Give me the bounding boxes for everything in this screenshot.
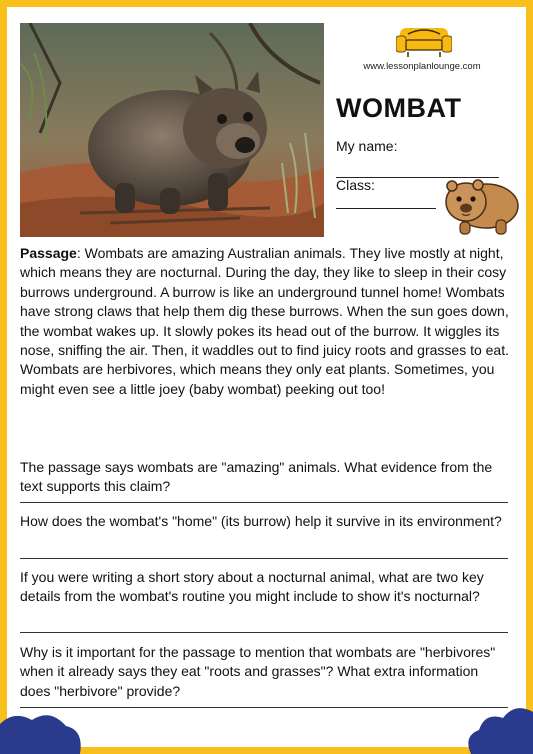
corner-blob-left [0,710,90,754]
worksheet [7,7,526,747]
class-line[interactable] [336,208,436,209]
name-label: My name: [336,138,398,154]
wombat-photo [20,23,324,237]
question-1: The passage says wombats are "amazing" animals. What evidence from the text supports this claim? [20,459,493,495]
passage [20,244,515,399]
wombat-cartoon-icon [438,172,522,238]
question-2: How does the wombat's "home" (its burrow) help it survive in its environment? [20,513,502,529]
answer-line-4[interactable] [20,707,508,708]
answer-line-2[interactable] [20,558,508,559]
class-label: Class: [336,177,375,193]
corner-blob-right [463,706,533,754]
website-url: www.lessonplanlounge.com [363,61,481,72]
question-3: If you were writing a short story about a nocturnal animal, what are two key details from the wombat's routine you might include to show it's nocturnal? [20,569,484,605]
passage-label: Passage [20,245,77,261]
question-4: Why is it important for the passage to mention that wombats are "herbivores" when it already says they eat "roots and grasses"? What extra information does "herbivore" provide? [20,644,496,699]
answer-line-3[interactable] [20,632,508,633]
page-title: WOMBAT [336,93,462,123]
sofa-logo-icon [396,24,452,58]
answer-line-1[interactable] [20,502,508,503]
passage-text: : Wombats are amazing Australian animals. They live mostly at night, which means they are nocturnal. During the day, they like to sleep in their cosy burrows underground. A burrow is like an underground tunnel home! Wombats have strong claws that help them dig these burrows. When the sun goes down, the wombat wakes up. It slowly pokes its head out of the burrow. It wiggles its nose, sniffing the air. Then, it waddles out to find juicy roots and grasses to eat. Wombats are herbivores, which means they only eat plants. Sometimes, you might even see a little joey (baby wombat) peeking out too! [20,245,509,397]
